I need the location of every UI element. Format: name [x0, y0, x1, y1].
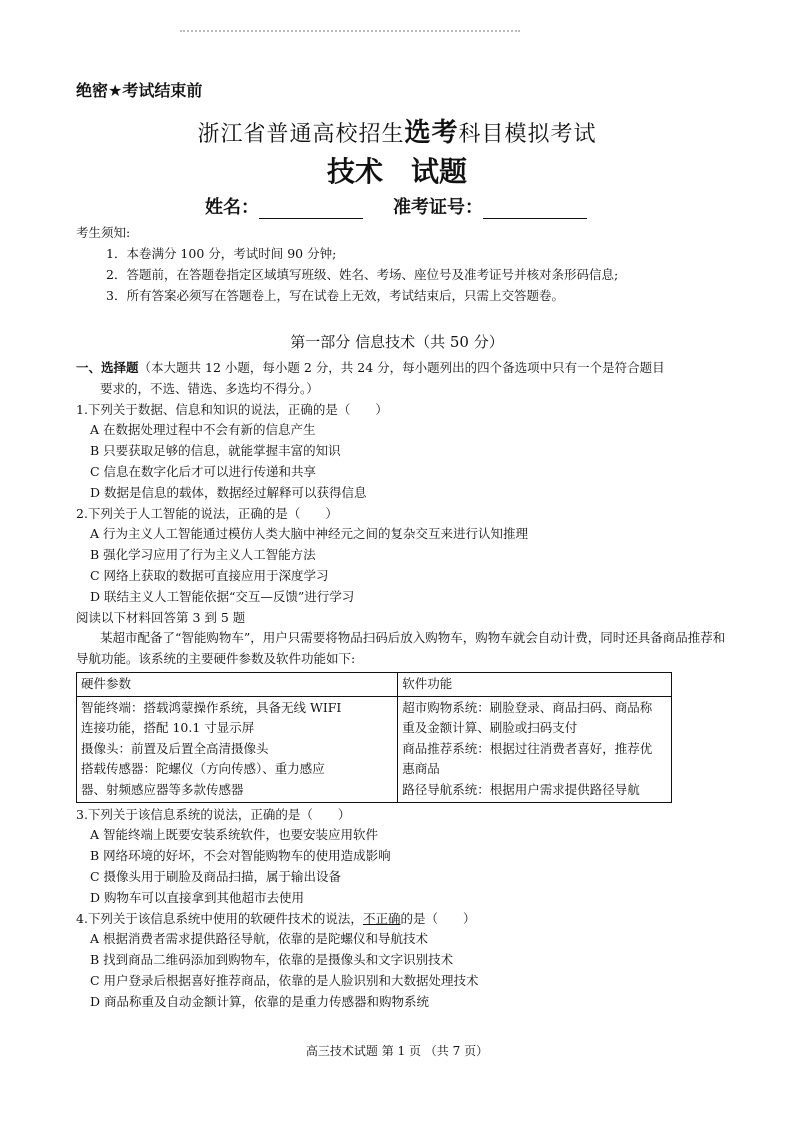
option-1d[interactable]: D 数据是信息的载体，数据经过解释可以获得信息 — [90, 484, 367, 500]
subject-title: 技术 试题 — [326, 155, 467, 188]
software-line: 惠商品 — [402, 761, 440, 777]
id-label: 准考证号： — [393, 197, 483, 218]
candidate-info-row — [205, 193, 587, 219]
exam-title — [0, 112, 794, 149]
section-label: 一、选择题 — [76, 360, 139, 375]
hardware-cell — [77, 696, 398, 802]
id-blank[interactable] — [483, 200, 587, 219]
material-intro: 阅读以下材料回答第 3 到 5 题 — [76, 609, 246, 625]
spec-table — [76, 672, 672, 803]
option-2a[interactable]: A 行为主义人工智能通过模仿人类大脑中神经元之间的复杂交互来进行认知推理 — [90, 526, 529, 542]
q4-stem-pre: 4.下列关于该信息系统中使用的软硬件技术的说法， — [76, 910, 363, 926]
option-4c[interactable]: C 用户登录后根据喜好推荐商品，依靠的是人脸识别和大数据处理技术 — [90, 972, 479, 988]
material-paragraph: 某超市配备了“智能购物车”，用户只需要将物品扫码后放入购物车，购物车就会自动计费，同时还具备商品推荐和导航功能。该系统的主要硬件参数及软件功能如下: — [76, 630, 726, 667]
option-2c[interactable]: C 网络上获取的数据可直接应用于深度学习 — [90, 567, 329, 583]
option-1a[interactable]: A 在数据处理过程中不会有新的信息产生 — [90, 422, 316, 438]
confidential-label: 绝密★考试结束前 — [76, 81, 203, 100]
scan-artifact-line — [180, 30, 520, 37]
part-title: 第一部分 信息技术（共 50 分） — [290, 333, 504, 351]
question-stem-2: 2.下列关于人工智能的说法，正确的是（ ） — [76, 505, 338, 521]
section-desc: （本大题共 12 小题，每小题 2 分，共 24 分，每小题列出的四个备选项中只有一个是符合题目 — [138, 360, 665, 375]
option-4b[interactable]: B 找到商品二维码添加到购物车，依靠的是摄像头和文字识别技术 — [90, 952, 454, 968]
software-line: 重及金额计算、刷脸或扫码支付 — [402, 720, 578, 736]
question-stem-1: 1.下列关于数据、信息和知识的说法，正确的是（ ） — [76, 401, 388, 417]
question-stem-4 — [76, 909, 726, 930]
table-header-row — [77, 672, 672, 696]
table-header-hardware: 硬件参数 — [77, 672, 398, 696]
option-4a[interactable]: A 根据消费者需求提供路径导航，依靠的是陀螺仪和导航技术 — [90, 931, 429, 947]
id-field[interactable] — [393, 193, 587, 219]
option-1c[interactable]: C 信息在数字化后才可以进行传递和共享 — [90, 463, 317, 479]
table-header-software: 软件功能 — [398, 672, 672, 696]
software-cell — [398, 696, 672, 802]
name-label: 姓名： — [205, 197, 259, 218]
notes-title: 考生须知: — [76, 225, 131, 240]
option-3a[interactable]: A 智能终端上既要安装系统软件，也要安装应用软件 — [90, 827, 379, 843]
hardware-line: 搭载传感器：陀螺仪（方向传感）、重力感应 — [81, 761, 325, 777]
software-line: 超市购物系统：刷脸登录、商品扫码、商品称 — [402, 699, 653, 715]
hardware-line: 连接功能，搭配 10.1 寸显示屏 — [81, 720, 255, 736]
exam-title-pre: 浙江省普通高校招生 — [197, 122, 405, 147]
option-1b[interactable]: B 只要获取足够的信息，就能掌握丰富的知识 — [90, 443, 341, 459]
question-body — [76, 358, 726, 1012]
option-4d[interactable]: D 商品称重及自动金额计算，依靠的是重力传感器和购物系统 — [90, 993, 429, 1009]
question-stem-3: 3.下列关于该信息系统的说法，正确的是（ ） — [76, 806, 351, 822]
section-header — [76, 358, 726, 379]
option-3d[interactable]: D 购物车可以直接拿到其他超市去使用 — [90, 889, 304, 905]
page-footer: 高三技术试题 第 1 页 （共 7 页） — [305, 1044, 489, 1058]
section-desc-cont: 要求的，不选、错选、多选均不得分。） — [100, 380, 319, 396]
hardware-line: 摄像头：前置及后置全高清摄像头 — [81, 740, 269, 756]
name-field[interactable] — [205, 193, 363, 219]
software-line: 路径导航系统：根据用户需求提供路径导航 — [402, 781, 640, 797]
exam-title-post: 科目模拟考试 — [458, 122, 597, 147]
option-3c[interactable]: C 摄像头用于刷脸及商品扫描，属于输出设备 — [90, 868, 342, 884]
exam-notes — [76, 222, 716, 306]
name-blank[interactable] — [259, 200, 363, 219]
q4-stem-post: 的是（ ） — [400, 910, 476, 926]
software-line: 商品推荐系统：根据过往消费者喜好，推荐优 — [402, 740, 653, 756]
notes-item: 2．答题前，在答题卷指定区域填写班级、姓名、考场、座位号及准考证号并核对条形码信息; — [106, 267, 619, 282]
table-row — [77, 696, 672, 802]
hardware-line: 智能终端：搭载鸿蒙操作系统，具备无线 WIFI — [81, 699, 342, 715]
option-2d[interactable]: D 联结主义人工智能依据“交互—反馈”进行学习 — [90, 588, 355, 604]
hardware-line: 器、射频感应器等多款传感器 — [81, 781, 244, 797]
notes-item: 1．本卷满分 100 分，考试时间 90 分钟; — [106, 246, 337, 261]
exam-title-big: 选考 — [404, 118, 459, 148]
option-2b[interactable]: B 强化学习应用了行为主义人工智能方法 — [90, 547, 316, 563]
q4-stem-emphasis: 不正确 — [362, 910, 401, 926]
notes-item: 3．所有答案必须写在答题卷上，写在试卷上无效，考试结束后，只需上交答题卷。 — [106, 288, 564, 303]
option-3b[interactable]: B 网络环境的好坏，不会对智能购物车的使用造成影响 — [90, 848, 391, 864]
